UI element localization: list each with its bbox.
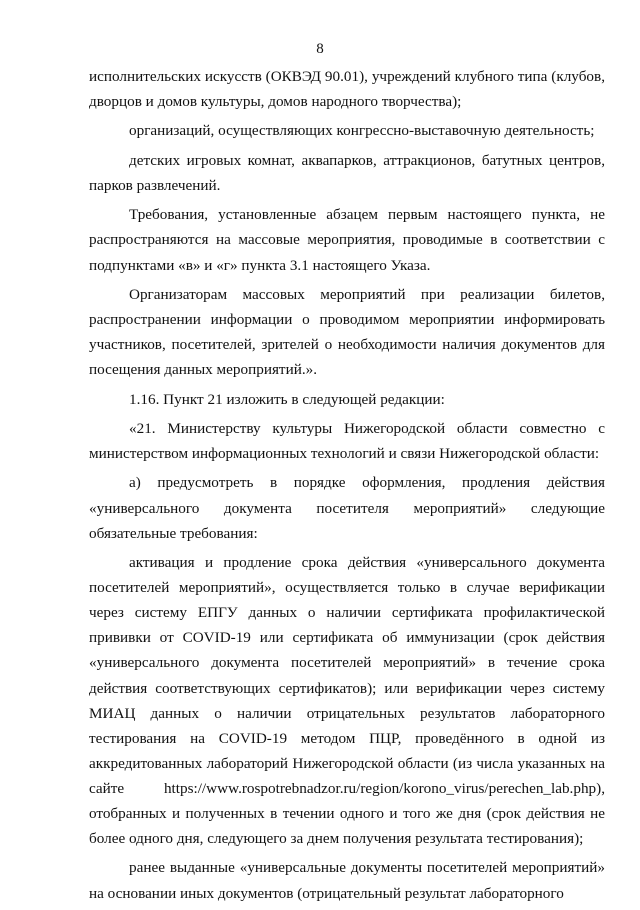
paragraph: организаций, осуществляющих конгрессно-выставочную деятельность;: [129, 122, 595, 140]
document-body: [89, 64, 605, 910]
page-number: 8: [316, 41, 324, 57]
paragraph: ранее выданные «универсальные документы посетителей мероприятий» на основании иных документов (отрицательный результат лабораторного: [89, 859, 605, 902]
paragraph: 1.16. Пункт 21 изложить в следующей редакции:: [129, 390, 445, 408]
paragraph: «21. Министерству культуры Нижегородской области совместно с министерством информационных технологий и связи Нижегородской области:: [89, 420, 605, 463]
paragraph: исполнительских искусств (ОКВЭД 90.01), учреждений клубного типа (клубов, дворцов и домов культуры, домов народного творчества);: [89, 68, 605, 111]
paragraph: детских игровых комнат, аквапарков, аттракционов, батутных центров, парков развлечений.: [89, 151, 605, 194]
paragraph: Организаторам массовых мероприятий при реализации билетов, распространении информации о проводимом мероприятии информировать участников, посетителей, зрителей о необходимости наличия документов для посещения данных мероприятий.».: [89, 285, 605, 379]
paragraph: активация и продление срока действия «универсального документа посетителей мероприятий», осуществляется только в случае верификации через систему ЕПГУ данных о наличии сертификата профилактической прививки от COVID-19 или сертификата об иммунизации (срок действия «универсального документа посетителей мероприятий» в течение срока действия соответствующих сертификатов); или верификации через систему МИАЦ данных о наличии отрицательных результатов лабораторного тестирования на COVID-19 методом ПЦР, проведённого в одной из аккредитованных лабораторий Нижегородской области (из числа указанных на сайте https://www.rospotrebnadzor.ru/region/korono_virus/perechen_lab.php), отобранных и полученных в течении одного и того же дня (срок действия не более одного дня, следующего за днем получения результата тестирования);: [89, 554, 605, 848]
paragraph: Требования, установленные абзацем первым настоящего пункта, не распространяются на массовые мероприятия, проводимые в соответствии с подпунктами «в» и «г» пункта 3.1 настоящего Указа.: [89, 206, 605, 274]
paragraph: а) предусмотреть в порядке оформления, продления действия «универсального документа посетителя мероприятий» следующие обязательные требования:: [89, 474, 605, 542]
